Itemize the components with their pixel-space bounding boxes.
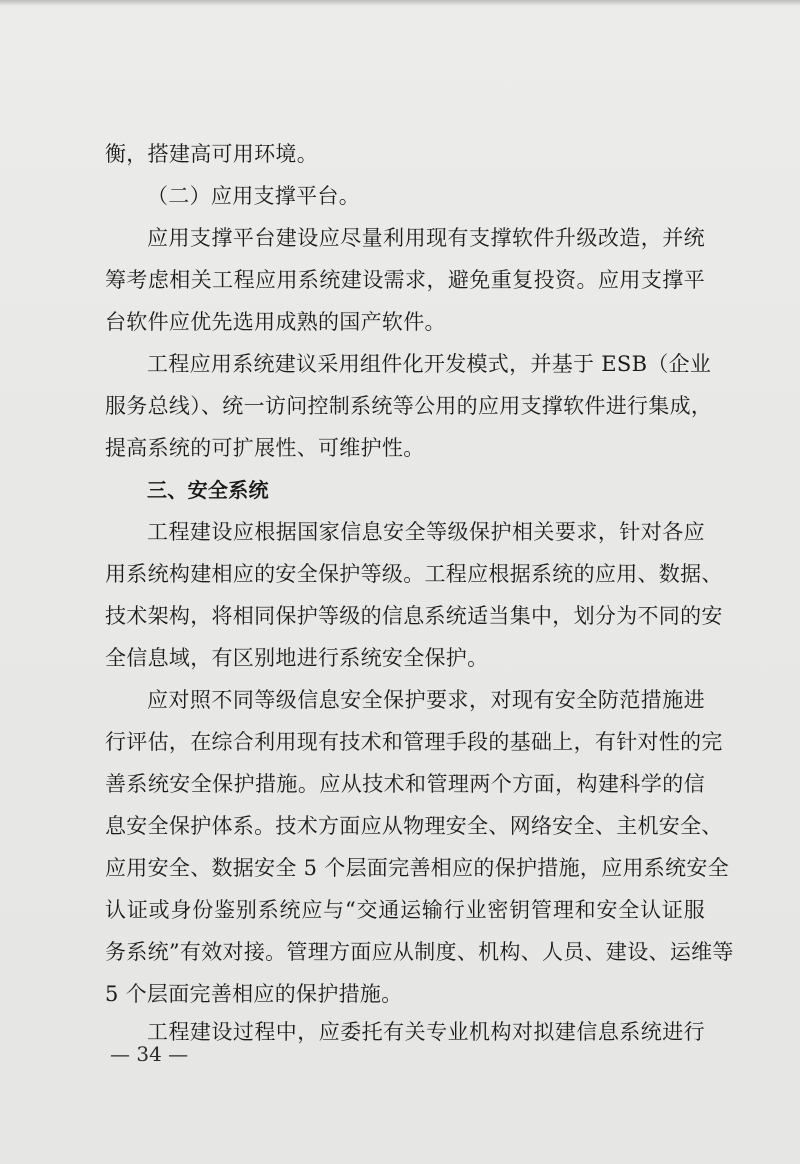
text-line: 用系统构建相应的安全保护等级。工程应根据系统的应用、数据、 xyxy=(105,562,723,586)
text-line: 提高系统的可扩展性、可维护性。 xyxy=(105,436,425,460)
text-line: 全信息域，有区别地进行系统安全保护。 xyxy=(105,646,489,670)
text-line: 筹考虑相关工程应用系统建设需求，避免重复投资。应用支撑平 xyxy=(105,268,705,292)
section-heading: 三、安全系统 xyxy=(147,478,269,502)
text-line: 行评估，在综合利用现有技术和管理手段的基础上，有针对性的完 xyxy=(105,730,723,754)
scan-edge xyxy=(0,0,800,6)
text-line: 息安全保护体系。技术方面应从物理安全、网络安全、主机安全、 xyxy=(105,814,723,838)
text-line: 善系统安全保护措施。应从技术和管理两个方面，构建科学的信 xyxy=(105,772,705,796)
page-number: — 34 — xyxy=(110,1042,189,1066)
text-line: 务系统”有效对接。管理方面应从制度、机构、人员、建设、运维等 xyxy=(105,940,734,964)
text-line: 认证或身份鉴别系统应与“交通运输行业密钥管理和安全认证服 xyxy=(105,898,705,922)
text-line: 衡，搭建高可用环境。 xyxy=(105,142,318,166)
text-line: 台软件应优先选用成熟的国产软件。 xyxy=(105,310,446,334)
text-line: 5 个层面完善相应的保护措施。 xyxy=(105,982,403,1006)
text-line: 技术架构，将相同保护等级的信息系统适当集中，划分为不同的安 xyxy=(105,604,723,628)
subheading: （二）应用支撑平台。 xyxy=(147,184,360,208)
text-line: 应用支撑平台建设应尽量利用现有支撑软件升级改造，并统 xyxy=(147,226,705,250)
text-line: 服务总线）、统一访问控制系统等公用的应用支撑软件进行集成， xyxy=(105,394,713,418)
text-line: 应对照不同等级信息安全保护要求，对现有安全防范措施进 xyxy=(147,688,705,712)
text-line: 工程建设应根据国家信息安全等级保护相关要求，针对各应 xyxy=(147,520,705,544)
text-line: 应用安全、数据安全 5 个层面完善相应的保护措施，应用系统安全 xyxy=(105,856,730,880)
text-line: 工程建设过程中，应委托有关专业机构对拟建信息系统进行 xyxy=(147,1020,705,1044)
text-line: 工程应用系统建议采用组件化开发模式，并基于 ESB（企业 xyxy=(147,352,712,376)
